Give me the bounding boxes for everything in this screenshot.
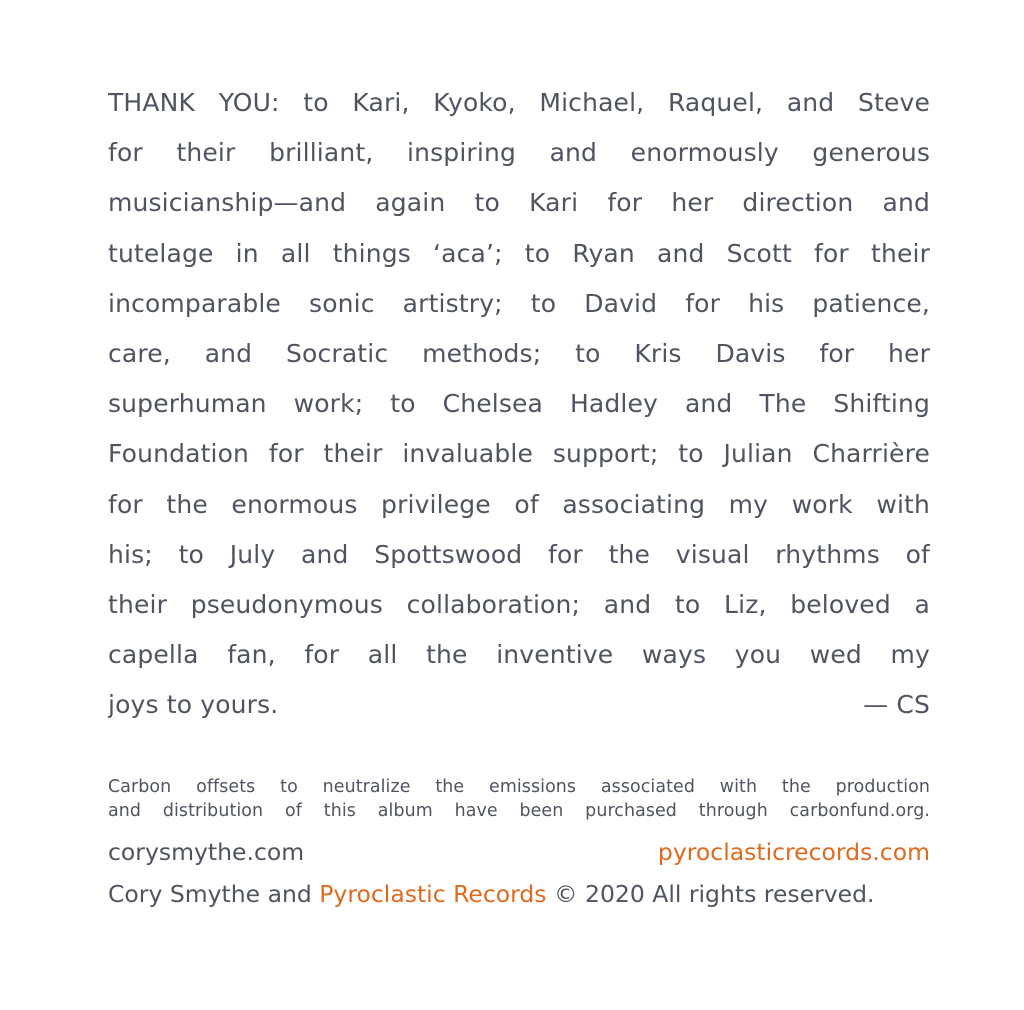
thank-you-line: for the enormous privilege of associating my work with [108,489,930,519]
thank-you-line: tutelage in all things ‘aca’; to Ryan and Scott for their [108,238,930,268]
carbon-note-line-2: and distribution of this album have been purchased through carbonfund.org. [108,800,930,821]
label-website-link[interactable]: pyroclasticrecords.com [657,837,930,866]
thank-you-paragraph [108,78,930,731]
thank-you-line: care, and Socratic methods; to Kris Davis for her [108,339,930,369]
liner-notes-page [108,78,930,909]
thank-you-line: incomparable sonic artistry; to David for his patience, [108,288,930,318]
thank-you-line: capella fan, for all the inventive ways you wed my [108,640,930,670]
thank-you-line: THANK YOU: to Kari, Kyoko, Michael, Raquel, and Steve [108,88,930,117]
thank-you-line: musicianship—and again to Kari for her direction and [108,188,930,218]
artist-website-link[interactable]: corysmythe.com [108,837,305,866]
thank-you-line: their pseudonymous collaboration; and to Liz, beloved a [108,590,930,620]
links-row [108,837,930,867]
carbon-offset-note [108,775,930,823]
thank-you-closing: joys to yours. [108,690,279,720]
label-name: Pyroclastic Records [319,879,547,908]
signature: — CS [863,690,930,720]
thank-you-line: Foundation for their invaluable support; to Julian Charrière [108,439,930,469]
thank-you-line: superhuman work; to Chelsea Hadley and The Shifting [108,389,930,419]
thank-you-last-line [108,680,930,730]
carbon-note-line-1: Carbon offsets to neutralize the emissions associated with the production [108,776,930,797]
thank-you-line: for their brilliant, inspiring and enormously generous [108,138,930,168]
copyright-suffix: © 2020 All rights reserved. [546,879,875,908]
thank-you-line: his; to July and Spottswood for the visual rhythms of [108,539,930,569]
copyright-line [108,879,930,909]
copyright-prefix: Cory Smythe and [108,879,320,908]
